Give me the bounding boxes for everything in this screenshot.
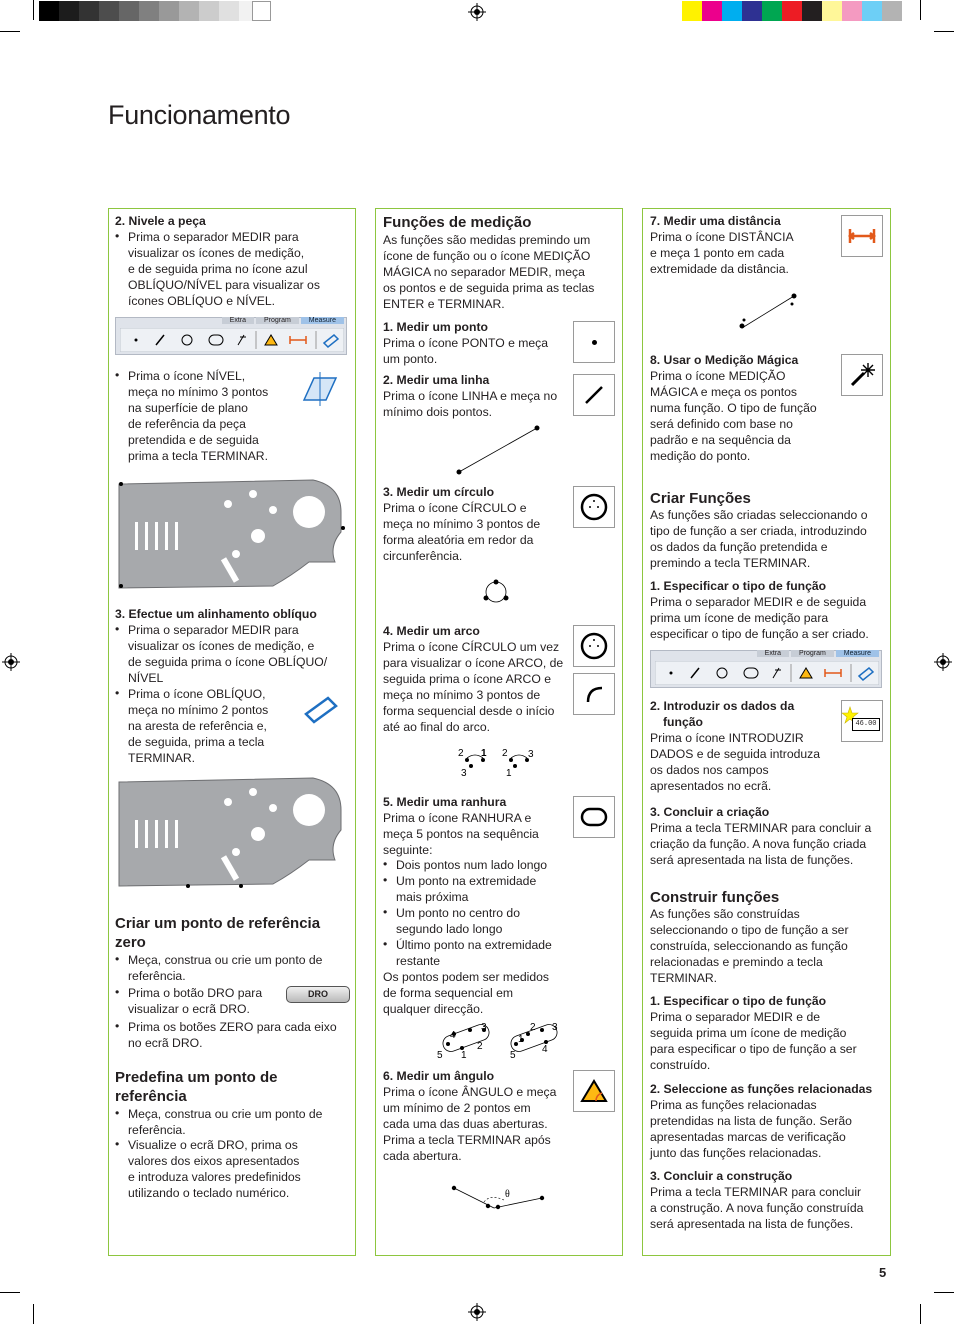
construct-step2-text: Prima as funções relacionadas pretendidas na lista de função. Serão apresentadas marcas de verificação junto das funções relacionadas. [650,1098,852,1160]
measure-circle-heading: 3. Medir um círculo [383,485,495,499]
tab-program[interactable]: Program [256,317,299,324]
create-step2-text: Prima o ícone INTRODUZIR DADOS e de seguida introduza os dados nos campos apresentados no ecrã. [650,731,821,793]
skew-step-text-1: Prima o separador MEDIR para visualizar os ícones de medição, e de seguida prima o ícone OBLÍQUO/ NÍVEL [128,623,328,685]
measure-angle-text: Prima o ícone ÂNGULO e meça um mínimo de 2 pontos em cada uma das duas aberturas. Prima a tecla TERMINAR após cada abertura. [383,1085,557,1163]
measure-slot-text: Prima o ícone RANHURA e meça 5 pontos na sequência seguinte: [383,811,539,857]
measure-distance-heading: 7. Medir uma distância [650,214,781,228]
construct-features-text: As funções são construídas seleccionando o tipo de função a ser construída, seleccionando as função relacionadas e premindo a tecla TERMINAR. [650,907,849,985]
svg-text:2: 2 [477,1041,483,1052]
level-plane-icon [300,372,340,406]
bullet: • [383,873,388,887]
magic-measure-heading: 8. Usar o Medição Mágica [650,353,799,367]
svg-text:4: 4 [542,1044,548,1055]
svg-text:5: 5 [510,1050,516,1061]
create-step3-heading: 3. Concluir a criação [650,805,770,819]
tab-extra[interactable]: Extra [757,650,789,657]
preset-step-text-1: Meça, construa ou crie um ponto de referência. [128,1107,323,1137]
magic-wand-icon [841,354,883,396]
measure-line-text: Prima o ícone LINHA e meça no mínimo dois pontos. [383,389,558,419]
measure-distance-text: Prima o ícone DISTÂNCIA e meça 1 ponto em cada extremidade da distância. [650,230,794,276]
svg-text:3: 3 [552,1022,558,1033]
enter-data-icon: 46.00 [841,700,883,742]
measure-circle-text: Prima o ícone CÍRCULO e meça no mínimo 3 pontos de forma aleatória em redor da circunferência. [383,501,541,563]
slot-icon [573,796,615,838]
measure-slot-heading: 5. Medir uma ranhura [383,795,507,809]
bullet: • [383,937,388,951]
angle-icon [573,1070,615,1112]
create-step1-text: Prima o separador MEDIR e de seguida prima um ícone de medição para especificar o tipo de função a ser criado. [650,595,869,641]
arc-icon [573,673,615,715]
zero-step-text-2: Prima o botão DRO para visualizar o ecrã DRO. [128,986,263,1016]
svg-text:5: 5 [437,1050,443,1061]
preset-reference-heading: Predefina um ponto de referência [115,1069,278,1105]
create-features-text: As funções são criadas seleccionando o tipo de função a ser criada, introduzindo os dados da função pretendida e premindo a tecla TERMINAR. [650,508,868,570]
svg-text:1: 1 [506,768,512,779]
svg-text:2: 2 [502,748,508,759]
angle-points-diagram [450,1180,546,1216]
page-title: Funcionamento [108,100,291,130]
registration-mark-bottom [468,1303,486,1321]
svg-text:3: 3 [528,749,534,760]
circle-icon [573,486,615,528]
tab-measure[interactable]: Measure [836,650,879,657]
part-drawing-level [113,476,349,596]
measure-line-heading: 2. Medir uma linha [383,373,490,387]
slot-sequence-1: Dois pontos num lado longo [396,858,548,872]
point-icon [135,339,138,342]
dro-button[interactable]: DRO [286,986,350,1003]
line-points-diagram [452,422,544,478]
measure-point-text: Prima o ícone PONTO e meça um ponto. [383,336,549,366]
circle-icon [573,625,615,667]
measure-toolbar[interactable] [650,650,882,688]
measure-point-heading: 1. Medir um ponto [383,320,488,334]
create-step2-heading: 2. Introduzir os dados da função [650,699,795,729]
create-step1-heading: 1. Especificar o tipo de função [650,579,827,593]
slot-sequence-2: Um ponto na extremidade mais próxima [396,874,537,904]
create-step3-text: Prima a tecla TERMINAR para concluir a criação da função. A nova função criada será apresentada na lista de funções. [650,821,872,867]
measure-arc-heading: 4. Medir um arco [383,624,480,638]
skew-step-text-2: Prima o ícone OBLÍQUO, meça no mínimo 2 pontos na aresta de referência e, de seguida, prima a tecla TERMINAR. [128,687,269,765]
distance-points-diagram [736,290,800,334]
level-step-text-2: Prima o ícone NÍVEL, meça no mínimo 3 pontos na superfície de plano de referência da peça pretendida e de seguida prima a tecla TERMINAR. [128,369,269,463]
toolbar-icons[interactable] [655,661,879,685]
distance-icon [841,215,883,257]
slot-sequence-3: Um ponto no centro do segundo lado longo [396,906,520,936]
registration-mark-right [934,653,952,671]
bullet: • [115,1019,120,1033]
svg-text:1: 1 [461,1050,467,1061]
slot-sequence-4: Último ponto na extremidade restante [396,938,552,968]
measure-angle-heading: 6. Medir um ângulo [383,1069,495,1083]
bullet: • [115,1137,120,1151]
circle-points-diagram [478,578,514,606]
tab-extra[interactable]: Extra [222,317,254,324]
level-part-heading: 2. Nivele a peça [115,214,206,228]
measure-functions-intro: As funções são medidas premindo um ícone de função ou o ícone MEDIÇÃO MÁGICA no separador MEDIR, meça os pontos e de seguida prima as teclas ENTER e TERMINAR. [383,233,595,311]
svg-text:2: 2 [530,1022,536,1033]
measure-toolbar[interactable] [115,317,347,355]
bullet: • [115,368,120,382]
create-features-heading: Criar Funções [650,490,751,507]
measure-arc-text: Prima o ícone CÍRCULO um vez para visualizar o ícone ARCO, de seguida prima o ícone ARCO e meça no mínimo 3 pontos de forma sequencial desde o início até ao final do arco. [383,640,564,734]
registration-mark-top [468,3,486,21]
bullet: • [115,686,120,700]
bullet: • [115,229,120,243]
preset-step-text-2: Visualize o ecrã DRO, prima os valores dos eixos apresentados e introduza valores predefinidos utilizando o teclado numérico. [128,1138,301,1200]
point-icon [670,672,673,675]
svg-text:3: 3 [481,1022,487,1033]
slot-note: Os pontos podem ser medidos de forma sequencial em qualquer direcção. [383,970,549,1016]
zero-step-text-1: Meça, construa ou crie um ponto de referência. [128,953,323,983]
skew-icon [300,690,340,724]
slot-points-diagram [432,1018,562,1062]
zero-step-text-3: Prima os botões ZERO para cada eixo no ecrã DRO. [128,1020,337,1050]
svg-text:4: 4 [450,1030,456,1041]
svg-text:3: 3 [461,768,467,779]
line-icon [573,374,615,416]
zero-reference-heading: Criar um ponto de referência zero [115,915,321,951]
bullet: • [383,857,388,871]
construct-step1-text: Prima o separador MEDIR e de seguida prima um ícone de medição para especificar o tipo de função a ser construído. [650,1010,857,1072]
toolbar-icons[interactable] [120,328,344,352]
bullet: • [115,985,120,999]
svg-text:θ: θ [505,1189,510,1200]
bullet: • [115,622,120,636]
tab-program[interactable]: Program [791,650,834,657]
construct-features-heading: Construir funções [650,889,780,906]
level-step-text-1: Prima o separador MEDIR para visualizar os ícones de medição, e de seguida prima no ícone azul OBLÍQUO/NÍVEL para visualizar os ícones OBLÍQUO e NÍVEL. [128,230,320,308]
registration-mark-left [2,653,20,671]
svg-text:2: 2 [458,748,464,759]
bullet: • [115,1106,120,1120]
construct-step3-text: Prima a tecla TERMINAR para concluir a construção. A nova função construída será apresentada na lista de funções. [650,1185,864,1231]
page-number: 5 [879,1265,887,1280]
part-drawing-skew [113,774,349,894]
point-icon [573,321,615,363]
svg-text:1: 1 [518,1034,524,1045]
skew-alignment-heading: 3. Efectue um alinhamento oblíquo [115,607,317,621]
construct-step3-heading: 3. Concluir a construção [650,1169,793,1183]
tab-measure[interactable]: Measure [301,317,344,324]
construct-step2-heading: 2. Seleccione as funções relacionadas [650,1082,873,1096]
svg-text:1: 1 [481,748,487,759]
arc-points-diagram [455,744,539,780]
construct-step1-heading: 1. Especificar o tipo de função [650,994,827,1008]
bullet: • [115,952,120,966]
measure-functions-heading: Funções de medição [383,214,532,231]
bullet: • [383,905,388,919]
magic-measure-text: Prima o ícone MEDIÇÃO MÁGICA e meça os pontos numa função. O tipo de função será definido com base no padrão e na sequência da medição do ponto. [650,369,817,463]
